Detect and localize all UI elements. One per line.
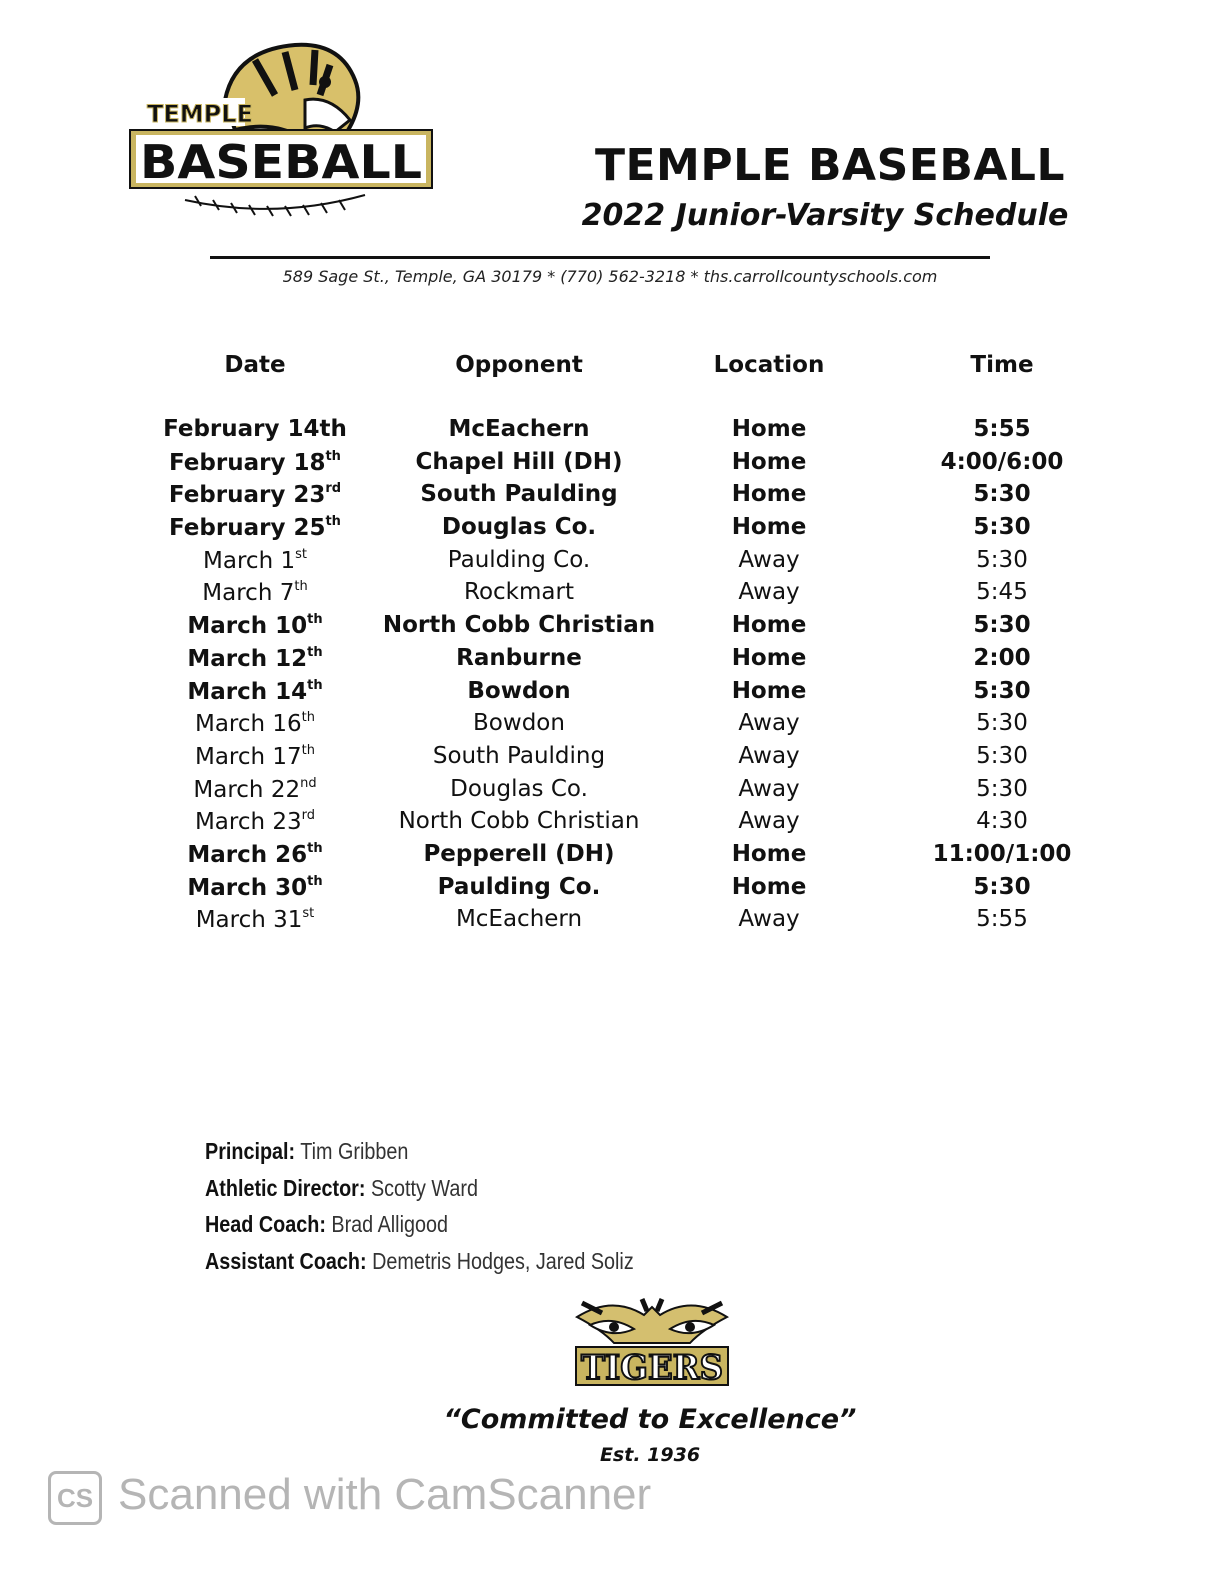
opponent-cell: Pepperell (DH) <box>423 840 615 867</box>
table-row <box>130 743 1130 776</box>
staff-assistant-coach <box>205 1248 634 1285</box>
time-cell: 2:00 <box>973 644 1031 671</box>
date-cell <box>130 547 380 574</box>
table-row <box>130 612 1130 645</box>
opponent-cell: Rockmart <box>464 579 574 606</box>
date-text: March 1 <box>203 547 296 574</box>
staff-label: Assistant Coach: <box>205 1247 367 1274</box>
column-header-opponent: Opponent <box>455 352 583 378</box>
date-cell <box>130 481 380 508</box>
date-text: March 16 <box>194 711 302 738</box>
date-ordinal-suffix: th <box>307 840 323 856</box>
opponent-cell: South Paulding <box>432 742 606 769</box>
opponent-cell: McEachern <box>448 416 590 442</box>
table-row <box>130 481 1130 514</box>
date-ordinal-suffix: th <box>307 677 323 693</box>
date-ordinal-suffix: th <box>325 514 341 530</box>
opponent-cell: Bowdon <box>473 710 565 737</box>
location-cell: Away <box>738 906 800 933</box>
date-cell <box>130 449 380 476</box>
camscanner-icon: CS <box>48 1471 102 1525</box>
location-cell: Home <box>731 644 807 671</box>
opponent-cell: Paulding Co. <box>437 873 601 900</box>
temple-baseball-logo <box>125 40 440 220</box>
date-text: February 25 <box>169 515 326 542</box>
location-cell: Home <box>731 612 807 639</box>
table-header-row <box>130 352 1130 392</box>
school-address: 589 Sage St., Temple, GA 30179 * (770) 562-3218 * ths.carrollcountyschools.com <box>282 267 938 286</box>
table-row <box>130 645 1130 678</box>
date-ordinal-suffix: th <box>307 612 323 628</box>
column-header-location: Location <box>713 352 825 378</box>
date-text: March 30 <box>187 874 308 901</box>
date-text: February 23 <box>168 482 326 509</box>
tigers-logo-text: TIGERS <box>581 1348 723 1388</box>
staff-value: Tim Gribben <box>295 1138 409 1164</box>
table-row <box>130 776 1130 809</box>
column-header-time: Time <box>970 352 1034 378</box>
date-cell <box>130 678 380 705</box>
opponent-cell: South Paulding <box>420 481 618 508</box>
date-text: March 14 <box>187 678 308 705</box>
date-ordinal-suffix: th <box>301 742 316 758</box>
camscanner-watermark: Scanned with CamScanner <box>118 1470 652 1519</box>
header-divider <box>210 256 990 259</box>
table-row <box>130 874 1130 907</box>
time-cell: 4:30 <box>976 808 1028 835</box>
staff-list <box>205 1138 704 1284</box>
motto: “Committed to Excellence” <box>443 1404 857 1435</box>
location-cell: Away <box>738 775 800 802</box>
staff-label: Head Coach: <box>205 1211 326 1237</box>
date-text: March 12 <box>187 645 308 672</box>
time-cell: 4:00/6:00 <box>940 448 1064 475</box>
date-cell <box>130 579 380 606</box>
time-cell: 11:00/1:00 <box>932 840 1072 867</box>
location-cell: Away <box>738 546 800 573</box>
staff-label: Principal: <box>205 1138 296 1164</box>
date-text: March 10 <box>187 613 308 640</box>
location-cell: Away <box>738 808 800 835</box>
date-cell <box>130 776 380 803</box>
location-cell: Away <box>738 710 800 737</box>
date-ordinal-suffix: st <box>295 546 307 562</box>
time-cell: 5:55 <box>976 906 1028 933</box>
date-cell <box>130 743 380 770</box>
date-text: March 31 <box>195 907 303 934</box>
column-header-date: Date <box>224 352 286 378</box>
staff-head-coach <box>205 1211 634 1248</box>
table-row <box>130 841 1130 874</box>
table-row <box>130 416 1130 449</box>
staff-value: Scotty Ward <box>365 1174 478 1201</box>
location-cell: Away <box>738 579 800 606</box>
time-cell: 5:30 <box>973 612 1031 639</box>
opponent-cell: McEachern <box>455 906 583 933</box>
time-cell: 5:45 <box>976 579 1028 606</box>
time-cell: 5:30 <box>973 514 1031 541</box>
staff-athletic-director <box>205 1175 634 1212</box>
opponent-cell: Chapel Hill (DH) <box>415 448 623 475</box>
date-cell <box>130 874 380 901</box>
table-row <box>130 678 1130 711</box>
time-cell: 5:30 <box>976 775 1028 802</box>
location-cell: Home <box>731 416 807 442</box>
date-ordinal-suffix: th <box>294 579 308 595</box>
date-cell <box>130 808 380 835</box>
date-text: March 17 <box>194 743 302 770</box>
table-row <box>130 579 1130 612</box>
date-cell <box>130 841 380 868</box>
table-row <box>130 514 1130 547</box>
table-row <box>130 906 1130 939</box>
date-cell <box>130 645 380 672</box>
table-row <box>130 449 1130 482</box>
opponent-cell: Douglas Co. <box>441 514 597 541</box>
date-text: March 22 <box>193 776 301 803</box>
date-text: March 7 <box>202 580 295 607</box>
opponent-cell: Ranburne <box>456 644 582 671</box>
table-row <box>130 710 1130 743</box>
date-cell <box>130 514 380 541</box>
opponent-cell: Bowdon <box>467 677 571 704</box>
date-cell <box>130 710 380 737</box>
staff-label: Athletic Director: <box>205 1174 366 1201</box>
staff-principal <box>205 1138 634 1175</box>
date-ordinal-suffix: rd <box>325 481 342 497</box>
location-cell: Home <box>731 448 807 475</box>
date-text: March 26 <box>187 841 308 868</box>
tiger-eyes-icon <box>577 1299 727 1343</box>
established-year: Est. 1936 <box>599 1444 701 1466</box>
date-cell <box>130 612 380 639</box>
date-ordinal-suffix: st <box>302 906 315 922</box>
staff-value: Demetris Hodges, Jared Soliz <box>366 1247 634 1274</box>
opponent-cell: Douglas Co. <box>450 775 588 802</box>
logo-top-text: TEMPLE <box>147 100 253 128</box>
page-subtitle: 2022 Junior-Varsity Schedule <box>581 198 1069 233</box>
date-text: March 23 <box>194 809 302 836</box>
date-ordinal-suffix: th <box>307 644 323 660</box>
location-cell: Home <box>731 677 807 704</box>
staff-value: Brad Alligood <box>325 1211 448 1237</box>
logo-main-text: BASEBALL <box>140 135 422 189</box>
location-cell: Away <box>738 742 800 769</box>
table-row <box>130 547 1130 580</box>
table-row <box>130 808 1130 841</box>
opponent-cell: North Cobb Christian <box>382 612 656 639</box>
opponent-cell: North Cobb Christian <box>398 808 640 835</box>
page-title: TEMPLE BASEBALL <box>594 140 1065 191</box>
time-cell: 5:30 <box>976 742 1028 769</box>
opponent-cell: Paulding Co. <box>447 546 591 573</box>
date-ordinal-suffix: th <box>301 710 316 726</box>
date-ordinal-suffix: nd <box>300 775 317 791</box>
date-cell <box>130 416 380 442</box>
location-cell: Home <box>731 481 807 508</box>
time-cell: 5:30 <box>976 710 1028 737</box>
time-cell: 5:30 <box>973 677 1031 704</box>
date-ordinal-suffix: rd <box>301 808 316 824</box>
date-ordinal-suffix: th <box>325 448 341 464</box>
location-cell: Home <box>731 840 807 867</box>
time-cell: 5:30 <box>973 481 1031 508</box>
tigers-logo <box>572 1295 732 1390</box>
location-cell: Home <box>731 514 807 541</box>
schedule-table <box>130 352 1130 939</box>
date-text: February 14th <box>163 416 347 442</box>
time-cell: 5:30 <box>973 873 1031 900</box>
location-cell: Home <box>731 873 807 900</box>
date-ordinal-suffix: th <box>307 873 323 889</box>
time-cell: 5:55 <box>973 416 1031 442</box>
date-cell <box>130 906 380 933</box>
date-text: February 18 <box>169 449 326 476</box>
time-cell: 5:30 <box>976 546 1028 573</box>
